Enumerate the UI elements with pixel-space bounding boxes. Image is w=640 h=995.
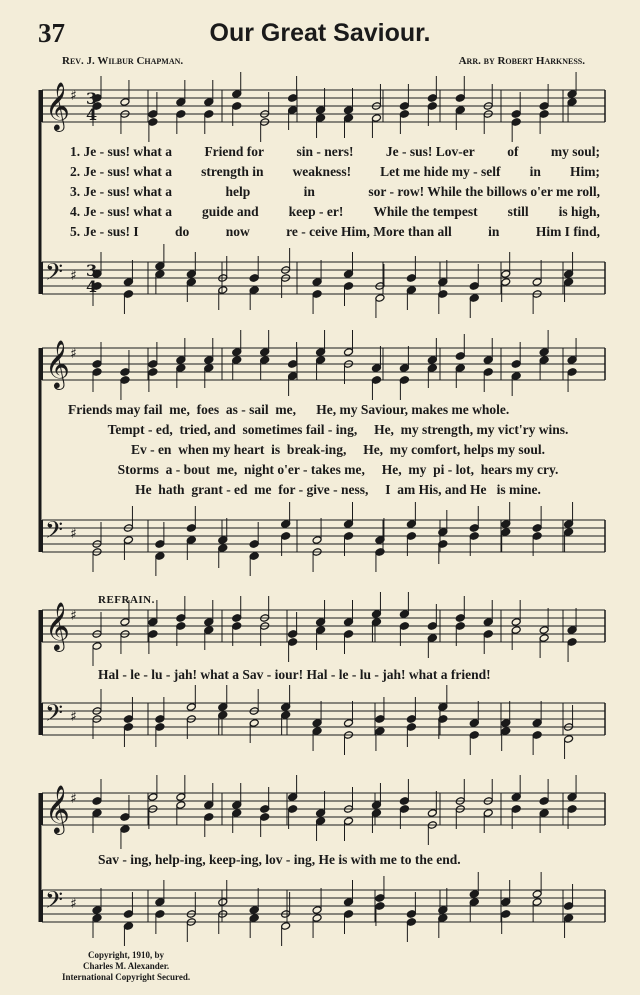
copyright-notice	[62, 950, 190, 983]
verse-word: in	[303, 184, 315, 199]
verse-word: re - ceive Him, More than all	[286, 224, 452, 239]
svg-text:𝄞: 𝄞	[45, 784, 70, 833]
verse-line	[70, 202, 600, 222]
verse-line: Tempt - ed, tried, and sometimes fail - ing, He, my strength, my vict'ry wins.	[107, 422, 569, 437]
copyright-line: Copyright, 1910, by	[88, 950, 165, 960]
verse-line: He hath grant - ed me for - give - ness, I am His, and He is mine.	[135, 482, 541, 497]
verse-word: Friend for	[204, 144, 265, 159]
refrain-label: REFRAIN.	[98, 594, 155, 606]
verse-word: 5. Je - sus! I	[70, 224, 139, 239]
verse-word: in	[488, 224, 500, 239]
verse-word: still	[507, 204, 529, 219]
verse-line	[70, 182, 600, 202]
svg-text:𝄞: 𝄞	[45, 601, 70, 650]
verse-word: in	[529, 164, 541, 179]
verse-word: my soul;	[550, 144, 600, 159]
svg-text:𝄞: 𝄞	[45, 339, 70, 388]
svg-text:𝄢: 𝄢	[45, 516, 64, 549]
svg-text:♯: ♯	[70, 791, 77, 807]
verse-word: sin - ners!	[296, 144, 354, 159]
svg-text:3: 3	[86, 261, 98, 280]
svg-text:♯: ♯	[70, 608, 77, 624]
svg-text:𝄢: 𝄢	[45, 699, 64, 732]
verse-word: sor - row! While the billows o'er me roll,	[368, 184, 600, 199]
verse-line	[70, 142, 600, 162]
svg-text:4: 4	[86, 105, 98, 124]
verse-line	[70, 222, 600, 242]
verse-line: Ev - en when my heart is break-ing, He, my comfort, helps my soul.	[130, 442, 546, 457]
verse-word: Je - sus! Lov-er	[385, 144, 475, 159]
verse-word: is high,	[558, 204, 600, 219]
refrain-lyric-2: Sav - ing, help-ing, keep-ing, lov - ing, He is with me to the end.	[98, 852, 461, 867]
refrain-lyric-1: Hal - le - lu - jah! what a Sav - iour! Hal - le - lu - jah! what a friend!	[98, 667, 491, 682]
svg-text:3: 3	[86, 89, 98, 108]
verse-word: Him;	[569, 164, 600, 179]
svg-text:4: 4	[86, 277, 98, 296]
verse-line: Storms a - bout me, night o'er - takes me, He, my pi - lot, hears my cry.	[117, 462, 559, 477]
verse-word: do	[175, 224, 190, 239]
verse-word: keep - er!	[288, 204, 344, 219]
verse-word: 3. Je - sus! what a	[70, 184, 173, 199]
verse-word: strength in	[201, 164, 264, 179]
verse-word: 2. Je - sus! what a	[70, 164, 173, 179]
verse-word: now	[225, 224, 250, 239]
svg-text:♯: ♯	[70, 268, 77, 284]
svg-text:♯: ♯	[70, 709, 77, 725]
verse-word: guide and	[202, 204, 259, 219]
svg-text:♯: ♯	[70, 88, 77, 104]
svg-text:♯: ♯	[70, 896, 77, 912]
svg-text:𝄞: 𝄞	[45, 81, 70, 130]
svg-text:𝄢: 𝄢	[45, 886, 64, 919]
verse-word: help	[225, 184, 251, 199]
copyright-line: Charles M. Alexander.	[82, 961, 170, 971]
hymn-number: 37	[38, 18, 65, 48]
verse-word: Him I find,	[535, 224, 600, 239]
verse-word: 4. Je - sus! what a	[70, 204, 173, 219]
svg-text:♯: ♯	[70, 526, 77, 542]
verse-word: 1. Je - sus! what a	[70, 144, 173, 159]
hymn-title: Our Great Saviour.	[209, 19, 431, 47]
verse-word: weakness!	[292, 164, 352, 179]
verse-line	[70, 162, 600, 182]
verse-word: of	[507, 144, 519, 159]
verse-block-2	[68, 400, 608, 500]
copyright-line: International Copyright Secured.	[62, 972, 191, 982]
verse-line: Friends may fail me, foes as - sail me, He, my Saviour, makes me whole.	[68, 402, 510, 417]
verse-word: Let me hide my - self	[380, 164, 501, 179]
author-credit: Rev. J. Wilbur Chapman.	[62, 55, 184, 67]
verse-word: While the tempest	[373, 204, 478, 219]
arranger-credit: Arr. by Robert Harkness.	[458, 55, 585, 67]
svg-text:𝄢: 𝄢	[45, 258, 64, 291]
svg-text:♯: ♯	[70, 346, 77, 362]
verse-block-1	[70, 142, 600, 242]
